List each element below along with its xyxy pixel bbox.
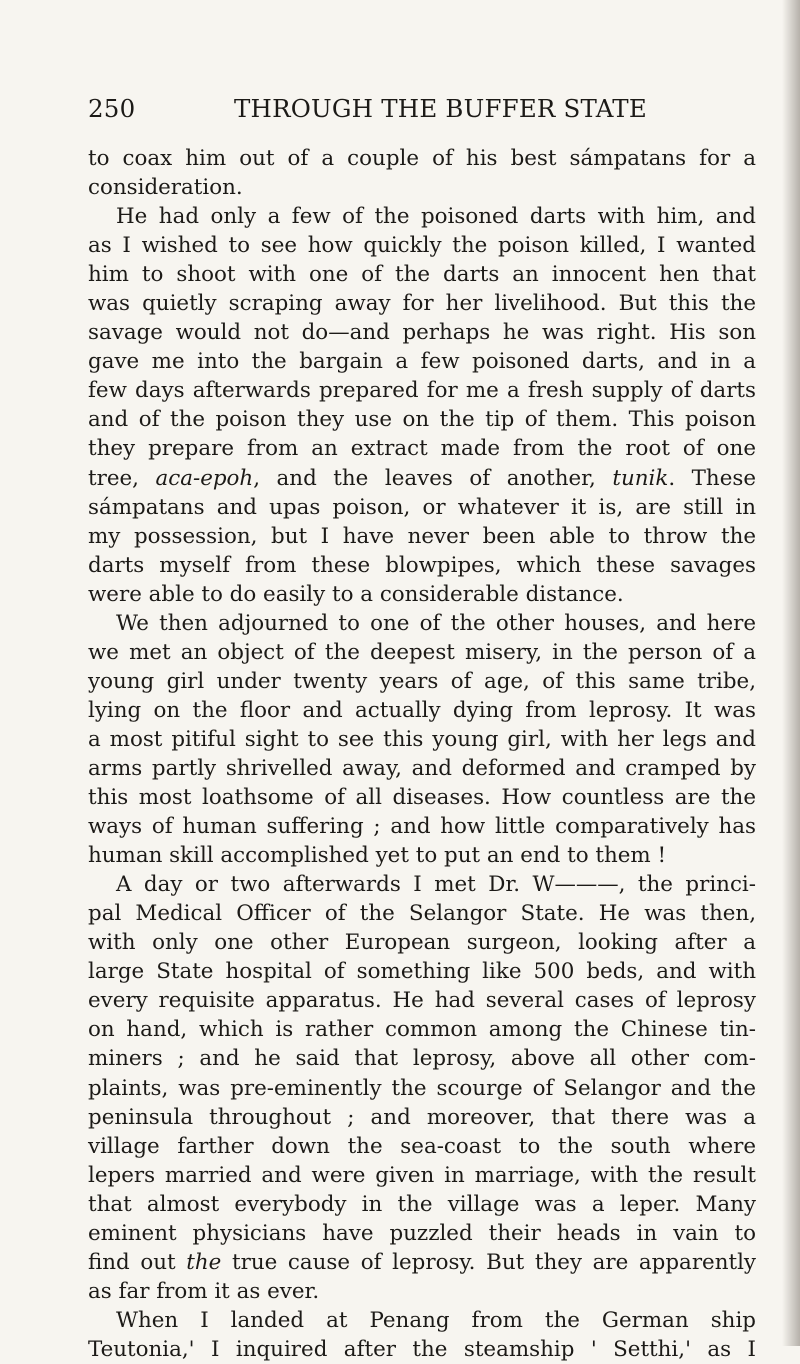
text-line: We then adjourned to one of the other houses, and here (116, 610, 756, 636)
text-line: ways of human suffering ; and how little comparatively has (88, 814, 756, 840)
text-line: on hand, which is rather common among the Chinese tin- (88, 1017, 756, 1043)
text-line: him to shoot with one of the darts an innocent hen that (88, 262, 756, 288)
text-line: When I landed at Penang from the German ship (116, 1307, 756, 1333)
text-line: a most pitiful sight to see this young girl, with her legs and (88, 726, 756, 752)
text-line: as far from it as ever. (88, 1278, 320, 1304)
text-line: Teutonia,' I inquired after the steamship ' Setthi,' as I (88, 1336, 756, 1362)
text-line: lying on the floor and actually dying from leprosy. It was (88, 697, 756, 723)
text-line: arms partly shrivelled away, and deformed and cramped by (88, 755, 756, 781)
body-text (88, 144, 756, 1364)
running-title: THROUGH THE BUFFER STATE (234, 94, 647, 123)
text-line: eminent physicians have puzzled their heads in vain to (88, 1220, 756, 1246)
text-line: we met an object of the deepest misery, in the person of a (88, 639, 756, 665)
text-line: sámpatans and upas poison, or whatever it is, are still in (88, 494, 756, 520)
text-line: He had only a few of the poisoned darts with him, and (116, 204, 756, 230)
text-line: plaints, was pre-eminently the scourge of Selangor and the (88, 1075, 756, 1101)
text-line: my possession, but I have never been able to throw the (88, 523, 756, 549)
page-edge-shadow (782, 0, 800, 1346)
text-line: and of the poison they use on the tip of them. This poison (88, 407, 756, 433)
text-line: tree, aca-epoh, and the leaves of another, tunik. These (88, 465, 756, 491)
text-line: human skill accomplished yet to put an end to them ! (88, 843, 667, 869)
text-line: this most loathsome of all diseases. How countless are the (88, 785, 756, 811)
text-line: darts myself from these blowpipes, which these savages (88, 552, 756, 578)
text-line: savage would not do—and perhaps he was right. His son (88, 320, 756, 346)
text-line: pal Medical Officer of the Selangor State. He was then, (88, 901, 756, 927)
text-line: as I wished to see how quickly the poison killed, I wanted (88, 233, 756, 259)
text-line: were able to do easily to a considerable distance. (88, 581, 624, 607)
text-line: they prepare from an extract made from the root of one (88, 436, 756, 462)
page-number: 250 (88, 94, 136, 123)
text-line: large State hospital of something like 500 beds, and with (88, 959, 756, 985)
text-line: was quietly scraping away for her livelihood. But this the (88, 291, 756, 317)
text-line: find out the true cause of leprosy. But they are apparently (88, 1249, 756, 1275)
text-line: A day or two afterwards I met Dr. W———, the princi- (116, 872, 756, 898)
text-line: consideration. (88, 175, 243, 201)
text-line: few days afterwards prepared for me a fresh supply of darts (88, 378, 756, 404)
text-line: gave me into the bargain a few poisoned darts, and in a (88, 349, 756, 375)
text-line: lepers married and were given in marriage, with the result (88, 1162, 756, 1188)
text-line: with only one other European surgeon, looking after a (88, 930, 756, 956)
text-line: to coax him out of a couple of his best sámpatans for a (88, 146, 756, 171)
text-line: peninsula throughout ; and moreover, that there was a (88, 1104, 756, 1130)
text-line: village farther down the sea-coast to the south where (88, 1133, 756, 1159)
text-line: miners ; and he said that leprosy, above all other com- (88, 1046, 756, 1072)
text-line: every requisite apparatus. He had several cases of leprosy (88, 988, 756, 1014)
text-line: that almost everybody in the village was a leper. Many (88, 1191, 756, 1217)
page-header (88, 94, 748, 124)
text-line: young girl under twenty years of age, of this same tribe, (88, 668, 756, 694)
